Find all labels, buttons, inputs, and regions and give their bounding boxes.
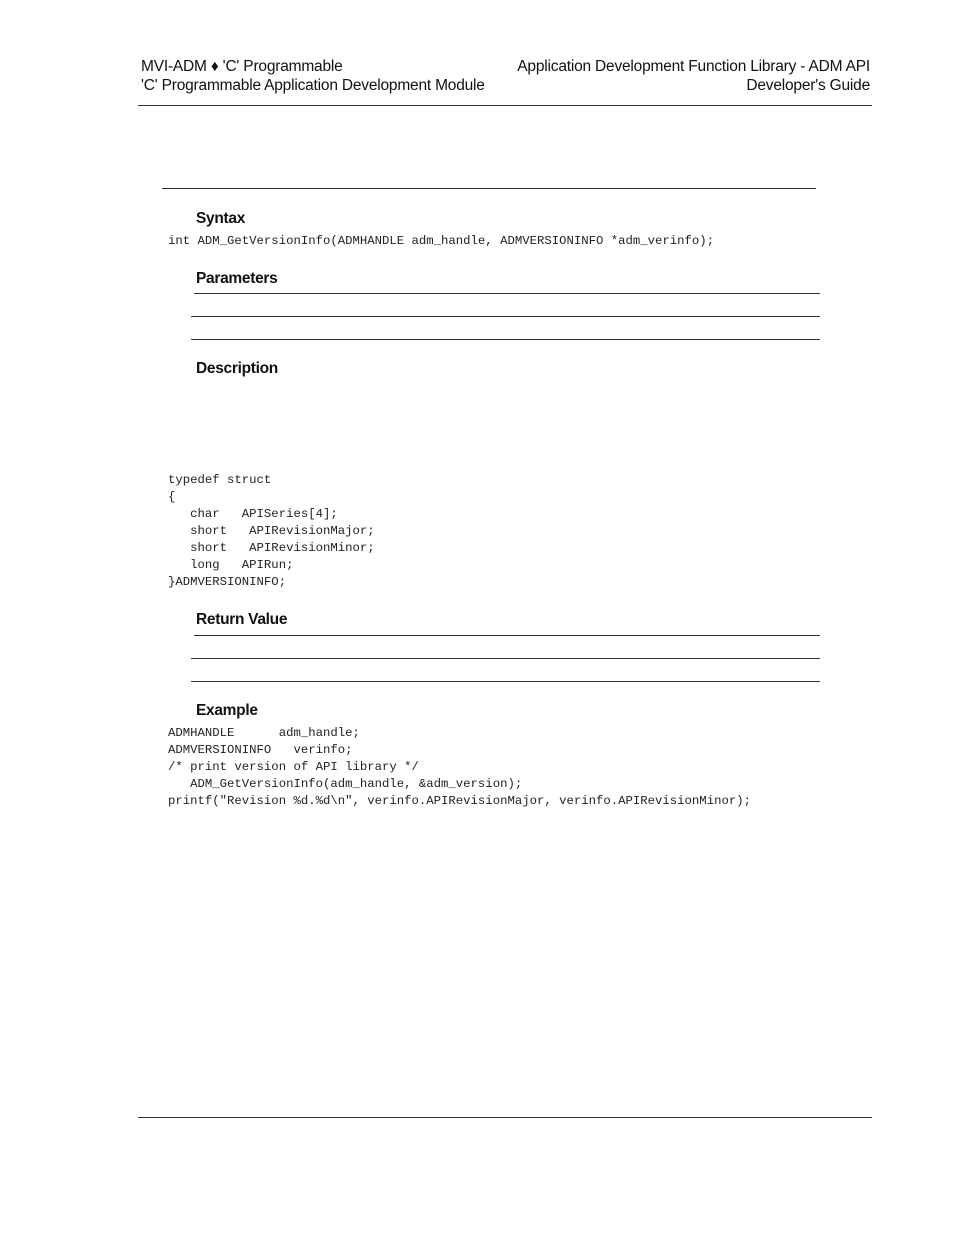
- return-value-heading: Return Value: [196, 611, 288, 628]
- header-chapter-title: Application Development Function Library - ADM API: [517, 58, 870, 75]
- footer-divider: [138, 1117, 872, 1118]
- example-code: ADMHANDLE adm_handle; ADMVERSIONINFO verinfo; /* print version of API library */ ADM_GetVersionInfo(adm_handle, &adm_version); printf("Revision %d.%d\n", verinfo.APIRevisionMajor, verinfo.APIRevisionMinor);: [168, 726, 751, 808]
- description-heading: Description: [196, 360, 278, 377]
- return-table-top-rule: [194, 635, 820, 636]
- return-table-header-rule: [191, 658, 820, 659]
- function-section-rule: [162, 188, 816, 189]
- header-product-subtitle: 'C' Programmable Application Development Module: [141, 77, 485, 94]
- example-heading: Example: [196, 702, 258, 719]
- syntax-heading: Syntax: [196, 210, 246, 227]
- header-guide-title: Developer's Guide: [746, 77, 870, 94]
- header-left: [141, 57, 485, 95]
- header-right: [517, 57, 870, 95]
- parameters-heading: Parameters: [196, 270, 278, 287]
- description-struct-code: typedef struct { char APISeries[4]; short APIRevisionMajor; short APIRevisionMinor; long APIRun; }ADMVERSIONINFO;: [168, 473, 375, 589]
- parameters-table-top-rule: [194, 293, 820, 294]
- syntax-code: int ADM_GetVersionInfo(ADMHANDLE adm_handle, ADMVERSIONINFO *adm_verinfo);: [168, 234, 715, 248]
- parameters-table-header-rule: [191, 316, 820, 317]
- return-table-bottom-rule: [191, 681, 820, 682]
- parameters-table-bottom-rule: [191, 339, 820, 340]
- header-divider: [138, 105, 872, 106]
- header-product-title: MVI-ADM ♦ 'C' Programmable: [141, 58, 343, 75]
